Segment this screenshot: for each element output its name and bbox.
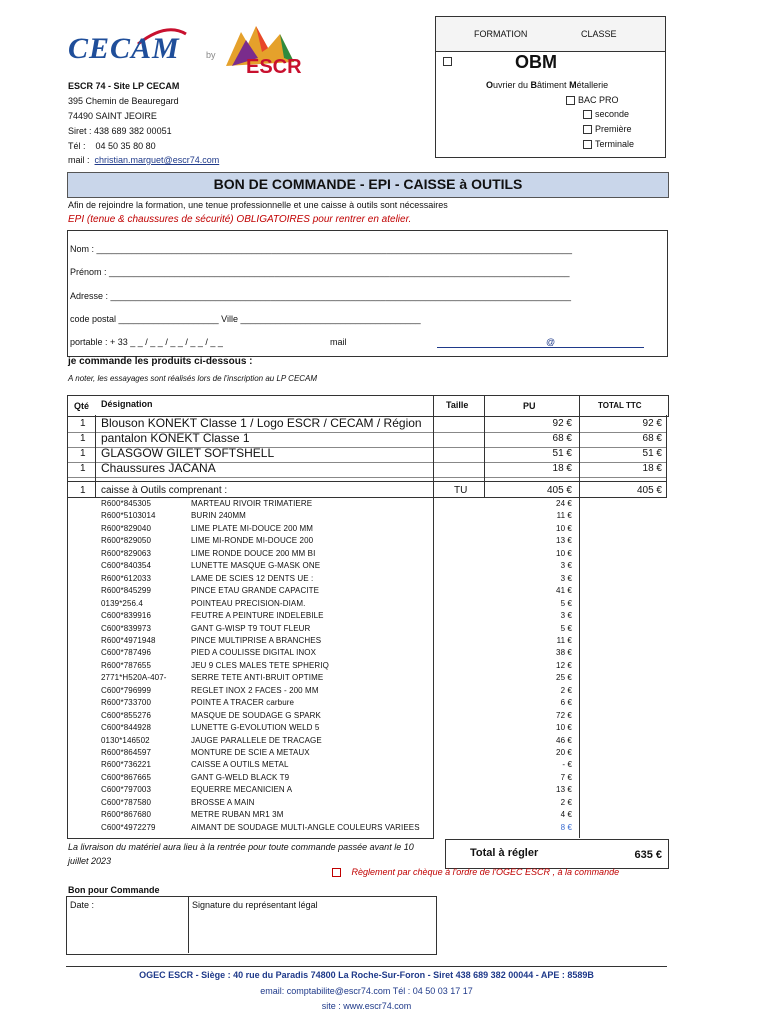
date-field[interactable]: Date : xyxy=(70,900,95,910)
table-left-border xyxy=(67,415,68,838)
tool-price: - € xyxy=(562,760,572,769)
terminale-checkbox[interactable] xyxy=(583,140,592,149)
address-tel: Tél : 04 50 35 80 80 xyxy=(68,141,156,151)
row-qte: 1 xyxy=(80,448,86,459)
tool-price: 3 € xyxy=(560,611,572,620)
intro-text: Afin de rejoindre la formation, une tenue professionnelle et une caisse à outils sont nécessaires xyxy=(68,200,448,210)
tool-name: EQUERRE MECANICIEN A xyxy=(191,785,293,794)
tool-price: 24 € xyxy=(556,499,572,508)
mail-field[interactable] xyxy=(437,347,644,348)
delivery-note: La livraison du matériel aura lieu à la rentrée pour toute commande passée avant le 10 juillet 2023 xyxy=(68,842,414,866)
tool-name: LIME RONDE DOUCE 200 MM BI xyxy=(191,549,316,558)
row-qte: 1 xyxy=(80,418,86,429)
tool-price: 2 € xyxy=(560,798,572,807)
bac-pro-option[interactable]: BAC PRO xyxy=(566,95,619,105)
prenom-field[interactable]: Prénom : ____________________________________________________________________________________________ xyxy=(70,267,570,277)
col-designation: Désignation xyxy=(101,399,153,409)
obm-description: Ouvrier du Bâtiment Métallerie xyxy=(486,80,609,90)
row-divider xyxy=(67,477,667,478)
row-pu: 92 € xyxy=(552,418,572,429)
tool-name: PIED A COULISSE DIGITAL INOX xyxy=(191,648,317,657)
total-value: 635 € xyxy=(634,849,662,861)
total-label: Total à régler xyxy=(470,847,539,859)
row-qte: 1 xyxy=(80,463,86,474)
caisse-taille: TU xyxy=(454,485,468,496)
tool-ref: C600*855276 xyxy=(101,711,152,720)
address-street: 395 Chemin de Beauregard xyxy=(68,96,179,106)
tool-price: 10 € xyxy=(556,524,572,533)
tool-ref: R600*829040 xyxy=(101,524,152,533)
row-designation: GLASGOW GILET SOFTSHELL xyxy=(101,446,275,460)
row-total: 18 € xyxy=(642,463,662,474)
tool-name: METRE RUBAN MR1 3M xyxy=(191,810,284,819)
cecam-logo-text: CECAM xyxy=(68,32,180,65)
tool-price: 38 € xyxy=(556,648,572,657)
bac-pro-checkbox[interactable] xyxy=(566,96,575,105)
row-pu: 68 € xyxy=(552,433,572,444)
tool-ref: R600*864597 xyxy=(101,748,152,757)
tool-ref: R600*4971948 xyxy=(101,636,156,645)
tool-name: POINTEAU PRECISION-DIAM. xyxy=(191,599,306,608)
tool-price: 13 € xyxy=(556,785,572,794)
mail-label: mail xyxy=(330,337,347,347)
col-total: TOTAL TTC xyxy=(598,401,642,410)
escr-logo-text: ESCR xyxy=(246,56,302,78)
tool-name: LIME PLATE MI-DOUCE 200 MM xyxy=(191,524,314,533)
tool-ref: C600*839916 xyxy=(101,611,152,620)
tool-ref: C600*4972279 xyxy=(101,823,156,832)
tool-name: LAME DE SCIES 12 DENTS UE : xyxy=(191,574,314,583)
row-total: 51 € xyxy=(642,448,662,459)
tool-name: PINCE ETAU GRANDE CAPACITE xyxy=(191,586,320,595)
tool-price: 6 € xyxy=(560,698,572,707)
tool-ref: R600*845305 xyxy=(101,499,152,508)
essayage-note: A noter, les essayages sont réalisés lors de l'inscription au LP CECAM xyxy=(68,374,318,383)
nom-field[interactable]: Nom : _______________________________________________________________________________________________ xyxy=(70,244,573,254)
caisse-designation: caisse à Outils comprenant : xyxy=(101,485,228,496)
tool-name: SERRE TETE ANTI-BRUIT OPTIME xyxy=(191,673,324,682)
tool-price: 72 € xyxy=(556,711,572,720)
signature-field[interactable]: Signature du représentant légal xyxy=(192,900,318,910)
reglement-option[interactable]: Règlement par chèque à l'ordre de l'OGEC ESCR , à la commande xyxy=(332,867,619,877)
tool-price: 8 € xyxy=(560,823,572,832)
tool-ref: C600*787580 xyxy=(101,798,152,807)
caisse-total: 405 € xyxy=(636,485,662,496)
tool-price: 2 € xyxy=(560,686,572,695)
tool-name: LUNETTE G-EVOLUTION WELD 5 xyxy=(191,723,320,732)
tool-ref: R600*829050 xyxy=(101,536,152,545)
tool-price: 46 € xyxy=(556,736,572,745)
footer-line-1: OGEC ESCR - Siège : 40 rue du Paradis 74800 La Roche-Sur-Foron - Siret 438 689 382 00044 - APE : 8589B xyxy=(139,970,594,980)
obm-title: OBM xyxy=(515,52,557,72)
tool-ref: R600*736221 xyxy=(101,760,152,769)
tool-name: MARTEAU RIVOIR TRIMATIERE xyxy=(191,499,313,508)
school-name: ESCR 74 - Site LP CECAM xyxy=(68,81,180,91)
tool-ref: R600*829063 xyxy=(101,549,152,558)
tool-price: 41 € xyxy=(556,586,572,595)
commande-heading: je commande les produits ci-dessous : xyxy=(68,356,253,367)
contact-email-link[interactable]: christian.marguet@escr74.com xyxy=(94,155,220,165)
tool-ref: C600*797003 xyxy=(101,785,152,794)
formation-label: FORMATION xyxy=(474,29,528,39)
logo-area xyxy=(66,18,306,80)
address-mail: mail : christian.marguet@escr74.com xyxy=(68,155,220,165)
tool-name: CAISSE A OUTILS METAL xyxy=(191,760,289,769)
classe-label: CLASSE xyxy=(581,29,617,39)
address-siret: Siret : 438 689 382 00051 xyxy=(68,126,172,136)
tool-name: FEUTRE A PEINTURE INDELEBILE xyxy=(191,611,324,620)
tool-name: REGLET INOX 2 FACES - 200 MM xyxy=(191,686,319,695)
tool-name: GANT G-WELD BLACK T9 xyxy=(191,773,290,782)
mail-at: @ xyxy=(546,337,556,347)
tool-name: BROSSE A MAIN xyxy=(191,798,255,807)
tool-price: 10 € xyxy=(556,549,572,558)
tool-ref: C600*844928 xyxy=(101,723,152,732)
tool-price: 3 € xyxy=(560,561,572,570)
terminale-option[interactable]: Terminale xyxy=(583,139,634,149)
row-designation: Chaussures JACANA xyxy=(101,461,216,475)
logo-by: by xyxy=(206,50,216,60)
tool-ref: C600*787496 xyxy=(101,648,152,657)
tool-price: 11 € xyxy=(556,636,572,645)
tool-price: 20 € xyxy=(556,748,572,757)
epi-warning: EPI (tenue & chaussures de sécurité) OBLIGATOIRES pour rentrer en atelier. xyxy=(68,214,412,225)
tool-ref: R600*787655 xyxy=(101,661,152,670)
tool-name: LIME MI-RONDE MI-DOUCE 200 xyxy=(191,536,314,545)
tool-price: 5 € xyxy=(560,624,572,633)
caisse-pu: 405 € xyxy=(546,485,572,496)
tool-price: 11 € xyxy=(556,511,572,520)
bon-pour-commande: Bon pour Commande xyxy=(68,885,160,895)
tool-name: GANT G-WISP T9 TOUT FLEUR xyxy=(191,624,311,633)
tool-price: 13 € xyxy=(556,536,572,545)
tool-ref: 2771*H520A-407- xyxy=(101,673,167,682)
row-total: 68 € xyxy=(642,433,662,444)
tool-name: AIMANT DE SOUDAGE MULTI-ANGLE COULEURS VARIEES xyxy=(191,823,420,832)
tool-ref: 0139*256.4 xyxy=(101,599,143,608)
code-postal-ville-field[interactable]: code postal ____________________ Ville ____________________________________ xyxy=(70,314,421,324)
portable-field[interactable]: portable : + 33 _ _ / _ _ / _ _ / _ _ / _ _ xyxy=(70,337,223,347)
tool-ref: R600*5103014 xyxy=(101,511,156,520)
tool-ref: R600*612033 xyxy=(101,574,152,583)
tool-price: 3 € xyxy=(560,574,572,583)
tool-ref: R600*845299 xyxy=(101,586,152,595)
tool-name: MONTURE DE SCIE A METAUX xyxy=(191,748,310,757)
tool-ref: C600*840354 xyxy=(101,561,152,570)
col-taille: Taille xyxy=(446,400,469,410)
seconde-option[interactable]: seconde xyxy=(583,109,629,119)
tool-price: 25 € xyxy=(556,673,572,682)
tool-price: 10 € xyxy=(556,723,572,732)
reglement-checkbox[interactable] xyxy=(332,868,341,877)
col-qte: Qté xyxy=(74,401,90,411)
tool-price: 4 € xyxy=(560,810,572,819)
tool-ref: C600*867665 xyxy=(101,773,152,782)
tool-name: JAUGE PARALLELE DE TRACAGE xyxy=(191,736,322,745)
tool-ref: R600*733700 xyxy=(101,698,152,707)
row-qte: 1 xyxy=(80,433,86,444)
row-designation: pantalon KONEKT Classe 1 xyxy=(101,431,250,445)
address-city: 74490 SAINT JEOIRE xyxy=(68,111,157,121)
tool-name: LUNETTE MASQUE G-MASK ONE xyxy=(191,561,321,570)
tool-ref: 0130*146502 xyxy=(101,736,150,745)
tool-price: 7 € xyxy=(560,773,572,782)
row-pu: 18 € xyxy=(552,463,572,474)
col-pu: PU xyxy=(523,401,536,411)
tool-ref: C600*839973 xyxy=(101,624,152,633)
tool-name: POINTE A TRACER carbure xyxy=(191,698,295,707)
tool-ref: R600*867680 xyxy=(101,810,152,819)
tool-price: 5 € xyxy=(560,599,572,608)
footer-line-2: email: comptabilite@escr74.com Tél : 04 50 03 17 17 xyxy=(260,986,473,996)
tool-name: MASQUE DE SOUDAGE G SPARK xyxy=(191,711,321,720)
tool-name: JEU 9 CLES MALES TETE SPHERIQ xyxy=(191,661,329,670)
page-title: BON DE COMMANDE - EPI - CAISSE à OUTILS xyxy=(213,176,523,192)
premiere-option[interactable]: Première xyxy=(583,124,632,134)
footer-rule xyxy=(66,966,667,967)
tool-name: BURIN 240MM xyxy=(191,511,246,520)
premiere-checkbox[interactable] xyxy=(583,125,592,134)
tool-price: 12 € xyxy=(556,661,572,670)
seconde-checkbox[interactable] xyxy=(583,110,592,119)
row-designation: Blouson KONEKT Classe 1 / Logo ESCR / CECAM / Région xyxy=(101,416,422,430)
tool-name: PINCE MULTIPRISE A BRANCHES xyxy=(191,636,322,645)
row-total: 92 € xyxy=(642,418,662,429)
adresse-field[interactable]: Adresse : ____________________________________________________________________________________________ xyxy=(70,291,572,301)
row-pu: 51 € xyxy=(552,448,572,459)
caisse-qte: 1 xyxy=(80,485,86,496)
obm-checkbox[interactable] xyxy=(443,57,452,66)
footer-line-3: site : www.escr74.com xyxy=(321,1001,412,1011)
tool-ref: C600*796999 xyxy=(101,686,152,695)
